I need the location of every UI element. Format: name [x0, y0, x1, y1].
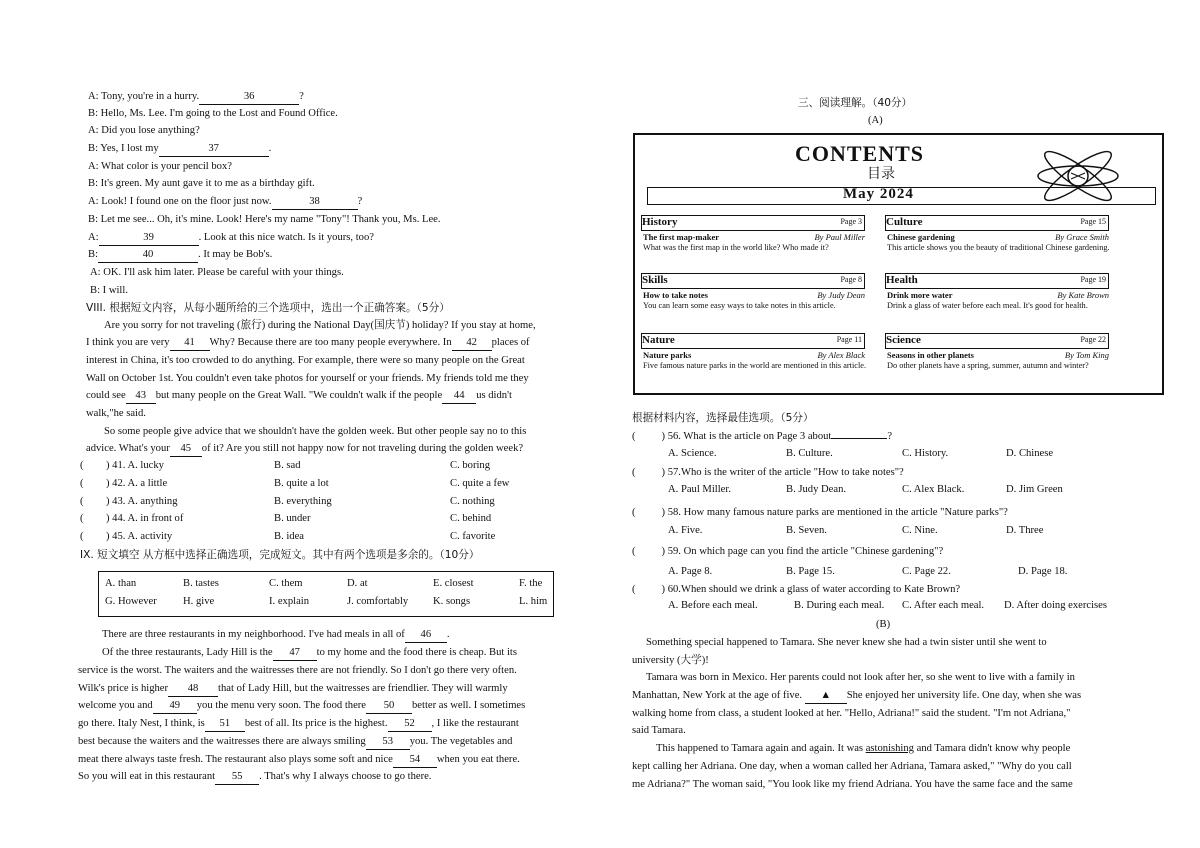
entry-category: Health [886, 274, 918, 286]
blank-41[interactable]: 41 [170, 336, 210, 351]
entry-category: Nature [642, 334, 675, 346]
option-57-a[interactable]: A. Paul Miller. [668, 484, 731, 495]
blank-52[interactable]: 52 [388, 717, 432, 732]
blank-38[interactable]: 38 [272, 195, 358, 210]
entry-category: Culture [886, 216, 923, 228]
entry-title: Chinese gardening [887, 232, 955, 242]
dialogue-line-11: A: OK. I'll ask him later. Please be careful with your things. [90, 267, 344, 278]
blank-51[interactable]: 51 [205, 717, 245, 732]
dialogue-line-2: B: Hello, Ms. Lee. I'm going to the Lost and Found Office. [88, 108, 338, 119]
question-56: ( ) 56. What is the article on Page 3 about ? [632, 431, 893, 442]
blank-44[interactable]: 44 [442, 389, 476, 404]
month-bar [647, 187, 1156, 205]
passageB-line-4: Manhattan, New York at the age of five. ▲ She enjoyed her university life. One day, when she was [632, 689, 1081, 704]
option-58-c[interactable]: C. Nine. [902, 525, 938, 536]
dialogue-line-8: B: Let me see... Oh, it's mine. Look! Here's my name "Tony"! Thank you, Ms. Lee. [88, 214, 441, 225]
contents-title: CONTENTS [795, 141, 925, 166]
passageB-line-7: This happened to Tamara again and again. It was astonishing and Tamara didn't know why people [656, 743, 1071, 754]
word-option: A. than [105, 578, 137, 589]
option-57-c[interactable]: C. Alex Black. [902, 484, 965, 495]
contents-subtitle: 目录 [867, 166, 895, 182]
option-56-c[interactable]: C. History. [902, 448, 949, 459]
blank-triangle[interactable]: ▲ [805, 689, 847, 704]
passageB-line-2: university (大学)! [632, 655, 709, 666]
passage9-line-1: There are three restaurants in my neighborhood. I've had meals in all of 46 . [102, 628, 450, 643]
entry-author: By Kate Brown [1057, 290, 1109, 300]
passage8-line-6: walk,"he said. [86, 408, 146, 419]
underlined-word: astonishing [865, 743, 914, 754]
entry-page: Page 19 [1080, 275, 1106, 284]
entry-page: Page 15 [1080, 217, 1106, 226]
dialogue-line-5: A: What color is your pencil box? [88, 161, 232, 172]
option-58-d[interactable]: D. Three [1006, 525, 1044, 536]
blank-43[interactable]: 43 [126, 389, 156, 404]
choice-45-b[interactable]: B. idea [274, 531, 305, 542]
entry-page: Page 22 [1080, 335, 1106, 344]
word-option: J. comfortably [347, 596, 409, 607]
word-option: G. However [105, 596, 157, 607]
word-option: E. closest [433, 578, 474, 589]
section-8-title: VIII. 根据短文内容，从每小题所给的三个选项中，选出一个正确答案。（5分） [86, 302, 450, 314]
entry-page: Page 11 [836, 335, 862, 344]
dialogue-line-9: A: 39 . Look at this nice watch. Is it yours, too? [88, 231, 374, 246]
choice-43-b[interactable]: B. everything [274, 496, 332, 507]
blank-50[interactable]: 50 [366, 699, 412, 714]
choice-42-b[interactable]: B. quite a lot [274, 478, 329, 489]
blank-40[interactable]: 40 [98, 248, 198, 263]
month-label: May 2024 [843, 186, 914, 202]
entry-category: Science [886, 334, 921, 346]
part-b-label: (B) [876, 619, 891, 630]
passage8-line-7: So some people give advice that we shouldn't have the golden week. But other people say no to this [104, 426, 527, 437]
entry-title: The first map-maker [643, 232, 720, 242]
entry-desc: Drink a glass of water before each meal. It's good for health. [887, 301, 1088, 310]
entry-desc: This article shows you the beauty of traditional Chinese gardening. [887, 243, 1110, 252]
option-59-a[interactable]: A. Page 8. [668, 566, 713, 577]
option-58-b[interactable]: B. Seven. [786, 525, 827, 536]
option-60-b[interactable]: B. During each meal. [794, 600, 885, 611]
option-58-a[interactable]: A. Five. [668, 525, 703, 536]
option-59-c[interactable]: C. Page 22. [902, 566, 951, 577]
choice-41-c[interactable]: C. boring [450, 460, 491, 471]
entry-desc: You can learn some easy ways to take notes in this article. [643, 301, 836, 310]
blank-42[interactable]: 42 [452, 336, 492, 351]
passage8-line-8: advice. What's your 45 of it? Are you still not happy now for not traveling during the golden week? [86, 442, 523, 457]
answer-paren[interactable]: ( [80, 496, 84, 507]
option-57-b[interactable]: B. Judy Dean. [786, 484, 847, 495]
questions-instruction: 根据材料内容，选择最佳选项。（5分） [632, 412, 814, 424]
blank-36[interactable]: 36 [199, 90, 299, 105]
entry-title: Seasons in other planets [887, 350, 974, 360]
entry-title: Drink more water [887, 290, 953, 300]
passage9-line-2: Of the three restaurants, Lady Hill is the 47 to my home and the food there is cheap. But its [102, 646, 517, 661]
blank-53[interactable]: 53 [366, 735, 410, 750]
entry-desc: Do other planets have a spring, summer, autumn and winter? [887, 361, 1089, 370]
blank-56[interactable] [831, 438, 887, 439]
contents-entry-health[interactable] [885, 273, 1117, 323]
answer-paren[interactable]: ( [632, 467, 636, 478]
choice-44-b[interactable]: B. under [274, 513, 311, 524]
choice-41-a[interactable]: ) 41. A. lucky [106, 460, 164, 471]
blank-49[interactable]: 49 [153, 699, 197, 714]
passageB-line-1: Something special happened to Tamara. She never knew she had a twin sister until she went to [646, 637, 1047, 648]
choice-43-c[interactable]: C. nothing [450, 496, 495, 507]
entry-desc: What was the first map in the world like? Who made it? [643, 243, 829, 252]
entry-category: Skills [642, 274, 668, 286]
option-60-d[interactable]: D. After doing exercises [1004, 600, 1107, 611]
choice-42-c[interactable]: C. quite a few [450, 478, 510, 489]
blank-37[interactable]: 37 [159, 142, 269, 157]
option-59-d[interactable]: D. Page 18. [1018, 566, 1068, 577]
blank-47[interactable]: 47 [273, 646, 317, 661]
word-option: H. give [183, 596, 215, 607]
contents-entry-history[interactable] [641, 215, 873, 265]
choice-45-a[interactable]: ) 45. A. activity [106, 531, 173, 542]
answer-paren[interactable]: ( [80, 460, 84, 471]
passageB-line-6: said Tamara. [632, 725, 686, 736]
passage9-line-9: So you will eat in this restaurant 55 . That's why I always choose to go there. [78, 770, 431, 785]
passage9-line-6: go there. Italy Nest, I think, is 51 best of all. Its price is the highest. 52 , I like the restaurant [78, 717, 519, 732]
passageB-line-5: walking home from class, a student looked at her. "Hello, Adriana!" said the student. "I'm not Adriana," [632, 708, 1071, 719]
passageB-line-8: kept calling her Adriana. One day, when a woman called her Adriana, Tamara asked," "Why do you call [632, 761, 1072, 772]
dialogue-line-3: A: Did you lose anything? [88, 125, 200, 136]
blank-39[interactable]: 39 [99, 231, 199, 246]
word-option: B. tastes [183, 578, 219, 589]
entry-page: Page 3 [840, 217, 862, 226]
dialogue-line-7: A: Look! I found one on the floor just now. 38 ? [88, 195, 362, 210]
passageB-line-9: me Adriana?" The woman said, "You look like my friend Adriana. You have the same face and the same [632, 779, 1073, 790]
contents-entry-nature[interactable] [641, 333, 873, 383]
option-57-d[interactable]: D. Jim Green [1006, 484, 1063, 495]
blank-54[interactable]: 54 [393, 753, 437, 768]
passageB-line-3: Tamara was born in Mexico. Her parents could not look after her, so she went to live with a family in [646, 672, 1075, 683]
entry-author: By Alex Black [817, 350, 865, 360]
dialogue-line-12: B: I will. [90, 285, 128, 296]
question-59: ( ) 59. On which page can you find the article "Chinese gardening"? [632, 546, 944, 557]
passage8-line-3: interest in China, it's too crowded to do anything. For example, there were so many people on the Great [86, 355, 525, 366]
blank-45[interactable]: 45 [170, 442, 202, 457]
answer-paren[interactable]: ( [632, 546, 636, 557]
option-56-d[interactable]: D. Chinese [1006, 448, 1054, 459]
option-56-a[interactable]: A. Science. [668, 448, 717, 459]
answer-paren[interactable]: ( [80, 478, 84, 489]
entry-author: By Judy Dean [817, 290, 865, 300]
contents-entry-skills[interactable] [641, 273, 873, 323]
option-56-b[interactable]: B. Culture. [786, 448, 833, 459]
passage9-line-7: best because the waiters and the waitresses there are always smiling 53 you. The vegetables and [78, 735, 512, 750]
entry-category: History [642, 216, 678, 228]
blank-55[interactable]: 55 [215, 770, 259, 785]
answer-paren[interactable]: ( [632, 584, 636, 595]
word-option: L. him [519, 596, 548, 607]
blank-48[interactable]: 48 [168, 682, 218, 697]
passage8-line-4: Wall on October 1st. You couldn't even take photos for yourself or your friends. My friends told me they [86, 373, 529, 384]
part-a-label: (A) [868, 115, 883, 126]
option-59-b[interactable]: B. Page 15. [786, 566, 835, 577]
answer-paren[interactable]: ( [80, 531, 84, 542]
contents-entry-culture[interactable] [885, 215, 1117, 265]
word-option: K. songs [433, 596, 471, 607]
choice-44-a[interactable]: ) 44. A. in front of [106, 513, 184, 524]
passage9-line-3: service is the worst. The waiters and the waitresses there are not friendly. So I don't go there very often. [78, 665, 517, 676]
entry-author: By Grace Smith [1055, 232, 1109, 242]
answer-paren[interactable]: ( [632, 507, 636, 518]
contents-panel [633, 133, 1164, 395]
word-bank-box [98, 571, 554, 617]
word-option: C. them [269, 578, 303, 589]
passage9-line-8: meat there always taste fresh. The restaurant also plays some soft and nice 54 when you eat there. [78, 753, 520, 768]
choice-45-c[interactable]: C. favorite [450, 531, 496, 542]
passage8-line-5: could see 43 but many people on the Great Wall. "We couldn't walk if the people 44 us didn't [86, 389, 512, 404]
entry-title: Nature parks [643, 350, 692, 360]
question-58: ( ) 58. How many famous nature parks are mentioned in the article "Nature parks"? [632, 507, 1008, 518]
entry-author: By Paul Miller [814, 232, 865, 242]
dialogue-line-10: B: 40 . It may be Bob's. [88, 248, 272, 263]
passage9-line-5: welcome you and 49 you the menu very soon. The food there 50 better as well. I sometimes [78, 699, 525, 714]
section-3-title: 三、阅读理解。（40分） [798, 97, 913, 109]
entry-author: By Tom King [1064, 350, 1109, 360]
question-60: ( ) 60.When should we drink a glass of water according to Kate Brown? [632, 584, 961, 595]
passage8-line-2: I think you are very 41 Why? Because there are too many people everywhere. In 42 places of [86, 336, 530, 351]
blank-46[interactable]: 46 [405, 628, 447, 643]
section-9-title: IX. 短文填空 从方框中选择正确选项，完成短文。其中有两个选项是多余的。（10分） [80, 549, 480, 561]
choice-44-c[interactable]: C. behind [450, 513, 492, 524]
choice-42-a[interactable]: ) 42. A. a little [106, 478, 168, 489]
word-option: I. explain [269, 596, 310, 607]
answer-paren[interactable]: ( [632, 431, 636, 442]
entry-desc: Five famous nature parks in the world are mentioned in this article. [643, 361, 867, 370]
word-option: F. the [519, 578, 543, 589]
dialogue-line-6: B: It's green. My aunt gave it to me as a birthday gift. [88, 178, 315, 189]
choice-43-a[interactable]: ) 43. A. anything [106, 496, 178, 507]
dialogue-line-1: A: Tony, you're in a hurry. 36 ? [88, 90, 304, 105]
entry-page: Page 8 [840, 275, 862, 284]
passage9-line-4: Wilk's price is higher 48 that of Lady Hill, but the waitresses are friendlier. They will warmly [78, 682, 508, 697]
choice-41-b[interactable]: B. sad [274, 460, 301, 471]
dialogue-line-4: B: Yes, I lost my 37 . [88, 142, 271, 157]
option-60-c[interactable]: C. After each meal. [902, 600, 985, 611]
contents-entry-science[interactable] [885, 333, 1117, 383]
passage8-line-1: Are you sorry for not traveling (旅行) during the National Day(国庆节) holiday? If you stay at home, [104, 320, 536, 331]
word-option: D. at [347, 578, 368, 589]
entry-title: How to take notes [643, 290, 708, 300]
answer-paren[interactable]: ( [80, 513, 84, 524]
option-60-a[interactable]: A. Before each meal. [668, 600, 758, 611]
question-57: ( ) 57.Who is the writer of the article "How to take notes"? [632, 467, 904, 478]
